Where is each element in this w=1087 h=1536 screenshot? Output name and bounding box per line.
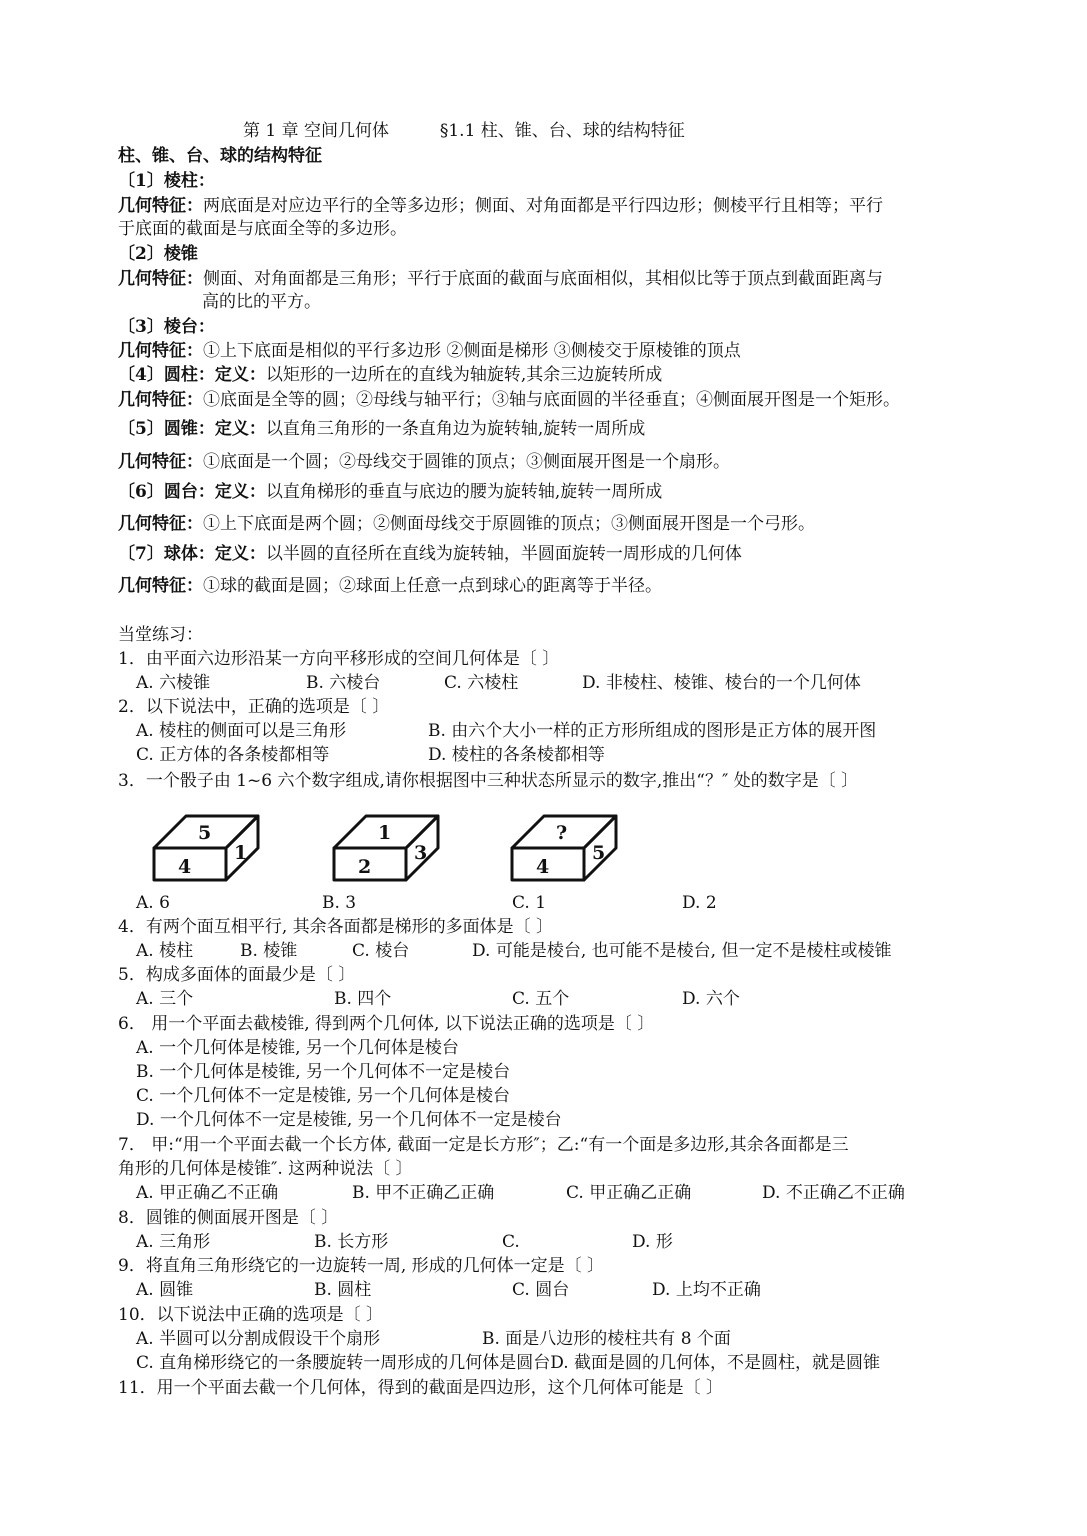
question: 6． 用一个平面去截棱锥, 得到两个几何体, 以下说法正确的选项是〔 〕 <box>118 1014 655 1034</box>
item-label: 〔1〕棱柱： <box>118 171 215 191</box>
dice-top-number: ? <box>556 822 568 844</box>
option: D. 2 <box>682 893 717 913</box>
options-row <box>136 1352 880 1374</box>
item-feature: 几何特征：侧面、对角面都是三角形；平行于底面的截面与底面相似，其相似比等于顶点到截面距离与 <box>118 269 883 289</box>
section-title: §1.1 柱、锥、台、球的结构特征 <box>439 121 685 141</box>
option: D. 可能是棱台, 也可能不是棱台, 但一定不是棱柱或棱锥 <box>472 941 892 961</box>
option: A. 棱柱的侧面可以是三角形 <box>136 721 347 741</box>
option: B. 棱锥 <box>240 941 298 961</box>
option: A. 一个几何体是棱锥, 另一个几何体是棱台 <box>136 1038 459 1058</box>
item-feature-cont: 高的比的平方。 <box>202 292 321 312</box>
option: B. 四个 <box>334 989 392 1009</box>
dice-top-number: 5 <box>198 822 212 844</box>
option: B. 圆柱 <box>314 1280 372 1300</box>
option: C. 正方体的各条棱都相等 <box>136 745 330 765</box>
options-row <box>136 988 740 1010</box>
dice-figure-2 <box>330 812 442 884</box>
question: 4．有两个面互相平行, 其余各面都是梯形的多面体是〔 〕 <box>118 917 554 937</box>
option: D. 非棱柱、棱锥、棱台的一个几何体 <box>582 673 861 693</box>
option: A. 三个 <box>136 989 194 1009</box>
dice-side-number: 1 <box>234 842 248 864</box>
dice-figure-3 <box>508 812 620 884</box>
option: C. <box>502 1232 520 1252</box>
option: B. 六棱台 <box>306 673 381 693</box>
item-feature: 几何特征：①底面是一个圆；②母线交于圆锥的顶点；③侧面展开图是一个扇形。 <box>118 452 730 472</box>
option: A. 棱柱 <box>136 941 194 961</box>
option: A. 甲正确乙不正确 <box>136 1183 279 1203</box>
section-heading: 柱、锥、台、球的结构特征 <box>118 146 322 166</box>
options-row <box>136 1182 905 1204</box>
option: B. 3 <box>322 893 357 913</box>
question: 3．一个骰子由 1~6 六个数字组成,请你根据图中三种状态所显示的数字,推出“？″ 处的数字是〔 〕 <box>118 771 859 791</box>
page-header <box>243 120 685 142</box>
item-definition: 〔7〕球体：定义：以半圆的直径所在直线为旋转轴，半圆面旋转一周形成的几何体 <box>118 544 742 564</box>
question: 7． 甲:“用一个平面去截一个长方体, 截面一定是长方形″；乙:“有一个面是多边形,其余各面都是三 <box>118 1135 849 1155</box>
option: B. 甲不正确乙正确 <box>352 1183 495 1203</box>
option: A. 三角形 <box>136 1232 211 1252</box>
option: C. 直角梯形绕它的一条腰旋转一周形成的几何体是圆台 <box>136 1353 551 1373</box>
options-row <box>136 744 605 766</box>
options-row <box>136 720 876 742</box>
chapter-title: 第 1 章 空间几何体 <box>243 121 390 141</box>
exercise-title: 当堂练习： <box>118 625 203 645</box>
options-row <box>136 940 891 962</box>
option: D. 六个 <box>682 989 740 1009</box>
option: B. 面是八边形的棱柱共有 8 个面 <box>482 1329 731 1349</box>
dice-front-number: 4 <box>178 856 192 878</box>
item-definition: 〔6〕圆台：定义：以直角梯形的垂直与底边的腰为旋转轴,旋转一周所成 <box>118 482 663 502</box>
options-row <box>136 672 861 694</box>
dice-figure-1 <box>150 812 262 884</box>
dice-side-number: 3 <box>414 842 428 864</box>
question: 11．用一个平面去截一个几何体，得到的截面是四边形，这个几何体可能是〔 〕 <box>118 1378 724 1398</box>
question: 9．将直角三角形绕它的一边旋转一周, 形成的几何体一定是〔 〕 <box>118 1256 605 1276</box>
item-feature-cont: 于底面的截面是与底面全等的多边形。 <box>118 219 407 239</box>
option: A. 六棱锥 <box>136 673 211 693</box>
dice-side-number: 5 <box>592 842 606 864</box>
option: B. 一个几何体是棱锥, 另一个几何体不一定是棱台 <box>136 1062 511 1082</box>
item-feature: 几何特征：①球的截面是圆；②球面上任意一点到球心的距离等于半径。 <box>118 576 662 596</box>
question: 10．以下说法中正确的选项是〔 〕 <box>118 1305 384 1325</box>
dice-front-number: 2 <box>358 856 372 878</box>
option: C. 一个几何体不一定是棱锥, 另一个几何体是棱台 <box>136 1086 511 1106</box>
option: D. 上均不正确 <box>652 1280 761 1300</box>
question: 8．圆锥的侧面展开图是〔 〕 <box>118 1208 339 1228</box>
option: C. 六棱柱 <box>444 673 519 693</box>
option: D. 一个几何体不一定是棱锥, 另一个几何体不一定是棱台 <box>136 1110 562 1130</box>
question: 2．以下说法中，正确的选项是〔 〕 <box>118 697 390 717</box>
item-feature: 几何特征：①上下底面是相似的平行多边形 ②侧面是梯形 ③侧棱交于原棱锥的顶点 <box>118 341 741 361</box>
options-row <box>136 1231 673 1253</box>
option: C. 圆台 <box>512 1280 570 1300</box>
item-feature: 几何特征：①上下底面是两个圆；②侧面母线交于原圆锥的顶点；③侧面展开图是一个弓形。 <box>118 514 815 534</box>
option: A. 半圆可以分割成假设干个扇形 <box>136 1329 381 1349</box>
option: B. 长方形 <box>314 1232 389 1252</box>
question-cont: 角形的几何体是棱锥″. 这两种说法〔 〕 <box>118 1159 413 1179</box>
option: D. 形 <box>632 1232 673 1252</box>
item-label: 〔3〕棱台： <box>118 317 215 337</box>
option: C. 五个 <box>512 989 570 1009</box>
option: D. 棱柱的各条棱都相等 <box>428 745 605 765</box>
option: D. 不正确乙不正确 <box>762 1183 905 1203</box>
item-feature: 几何特征：两底面是对应边平行的全等多边形；侧面、对角面都是平行四边形；侧棱平行且相等；平行 <box>118 196 883 216</box>
options-row <box>136 1279 761 1301</box>
dice-front-number: 4 <box>536 856 550 878</box>
options-row <box>136 892 717 914</box>
question: 1．由平面六边形沿某一方向平移形成的空间几何体是〔 〕 <box>118 649 560 669</box>
item-definition: 〔5〕圆锥：定义：以直角三角形的一条直角边为旋转轴,旋转一周所成 <box>118 419 646 439</box>
item-definition: 〔4〕圆柱：定义：以矩形的一边所在的直线为轴旋转,其余三边旋转所成 <box>118 365 663 385</box>
item-feature: 几何特征：①底面是全等的圆；②母线与轴平行；③轴与底面圆的半径垂直；④侧面展开图是一个矩形。 <box>118 390 900 410</box>
dice-top-number: 1 <box>378 822 392 844</box>
option: C. 棱台 <box>352 941 410 961</box>
option: C. 1 <box>512 893 547 913</box>
option: C. 甲正确乙正确 <box>566 1183 692 1203</box>
question: 5．构成多面体的面最少是〔 〕 <box>118 965 356 985</box>
option: A. 6 <box>136 893 170 913</box>
option: B. 由六个大小一样的正方形所组成的图形是正方体的展开图 <box>428 721 877 741</box>
options-row <box>136 1328 731 1350</box>
option: A. 圆锥 <box>136 1280 194 1300</box>
item-label: 〔2〕棱锥 <box>118 244 198 264</box>
option: D. 截面是圆的几何体，不是圆柱，就是圆锥 <box>550 1353 881 1373</box>
